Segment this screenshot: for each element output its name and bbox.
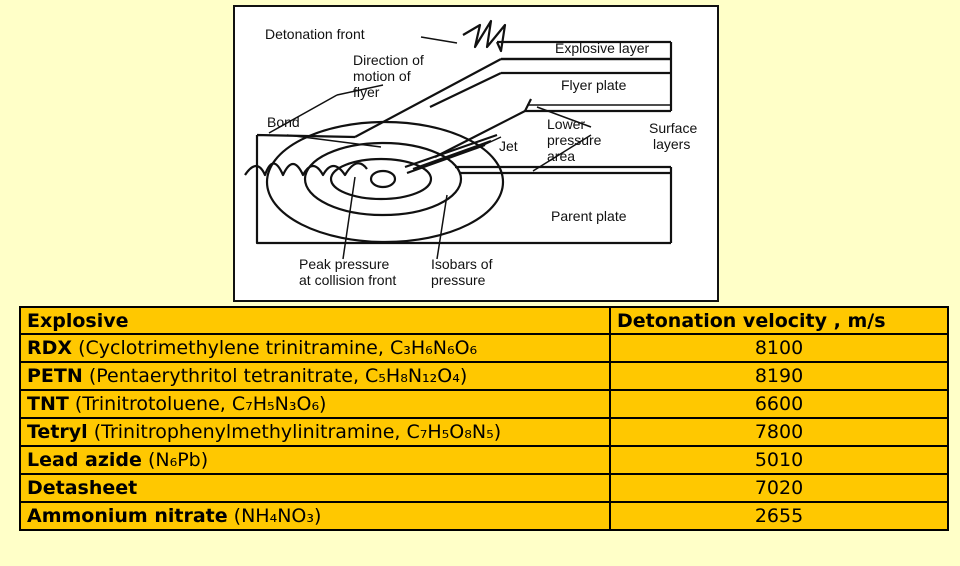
table-row: [20, 390, 948, 418]
label-flyer-plate: Flyer plate: [561, 77, 627, 93]
explosive-name: TNT: [27, 393, 69, 415]
table-row: [20, 446, 948, 474]
explosive-name: RDX: [27, 337, 73, 359]
explosive-name: Ammonium nitrate: [27, 505, 228, 527]
velocity-value: 8100: [610, 334, 948, 362]
label-parent-plate: Parent plate: [551, 208, 627, 224]
explosives-table: [19, 306, 949, 531]
label-lower-pressure-3: area: [547, 148, 576, 164]
label-direction-3: flyer: [353, 84, 380, 100]
label-direction-2: motion of: [353, 68, 411, 84]
explosive-detail: (Trinitrophenylmethylinitramine, C₇H₅O₈N₅): [87, 421, 502, 443]
isobar-core: [371, 171, 395, 187]
label-isobars-2: pressure: [431, 272, 486, 288]
detonation-front-shape: [463, 21, 505, 51]
label-isobars-1: Isobars of: [431, 256, 493, 272]
velocity-value: 8190: [610, 362, 948, 390]
velocity-value: 7020: [610, 474, 948, 502]
explosive-name: Tetryl: [27, 421, 88, 443]
label-lower-pressure-1: Lower: [547, 116, 586, 132]
explosive-name: Lead azide: [27, 449, 142, 471]
label-peak-1: Peak pressure: [299, 256, 390, 272]
diagram-svg: [235, 7, 717, 300]
explosive-name: Detasheet: [27, 477, 138, 499]
table-row: [20, 502, 948, 530]
explosive-detail: (NH₄NO₃): [227, 505, 322, 527]
table-header-row: [20, 307, 948, 334]
velocity-value: 6600: [610, 390, 948, 418]
table-row: [20, 418, 948, 446]
table-row: [20, 474, 948, 502]
velocity-value: 5010: [610, 446, 948, 474]
explosive-detail: (Trinitrotoluene, C₇H₅N₃O₆): [68, 393, 327, 415]
isobar-mid: [305, 143, 461, 215]
header-explosive: Explosive: [20, 307, 610, 334]
label-bond: Bond: [267, 114, 300, 130]
isobar-outer: [267, 122, 503, 242]
explosive-detail: (Cyclotrimethylene trinitramine, C₃H₆N₆O₆: [72, 337, 478, 359]
label-peak-2: at collision front: [299, 272, 397, 288]
velocity-value: 7800: [610, 418, 948, 446]
explosive-welding-diagram: [233, 5, 719, 302]
label-surface-2: layers: [653, 136, 691, 152]
table-row: [20, 362, 948, 390]
label-jet: Jet: [499, 138, 518, 154]
label-detonation-front: Detonation front: [265, 26, 365, 42]
label-lower-pressure-2: pressure: [547, 132, 602, 148]
isobar-inner: [331, 159, 431, 199]
table-row: [20, 334, 948, 362]
header-velocity: Detonation velocity , m/s: [610, 307, 948, 334]
label-direction-1: Direction of: [353, 52, 424, 68]
explosive-detail: (Pentaerythritol tetranitrate, C₅H₈N₁₂O₄): [82, 365, 468, 387]
explosive-name: PETN: [27, 365, 83, 387]
velocity-value: 2655: [610, 502, 948, 530]
explosive-detail: (N₆Pb): [141, 449, 209, 471]
label-explosive-layer: Explosive layer: [555, 40, 650, 56]
label-surface-1: Surface: [649, 120, 698, 136]
